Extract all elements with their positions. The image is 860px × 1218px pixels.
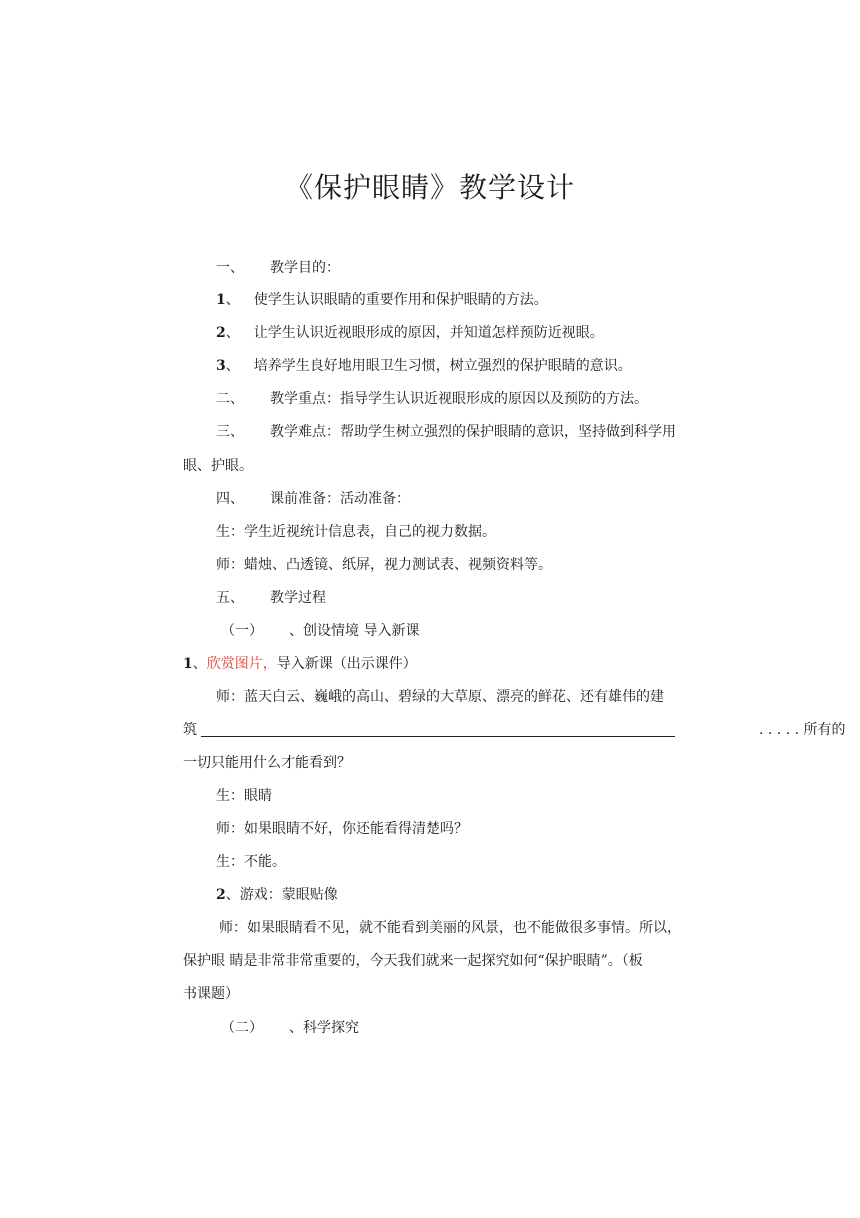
student-answer-no: 生：不能。 (216, 854, 286, 870)
goal-separator: 、 (225, 292, 240, 308)
part-1-heading (221, 621, 419, 641)
step-text: 导入新课（出示课件） (276, 656, 417, 672)
goal-text: 使学生认识眼睛的重要作用和保护眼睛的方法。 (253, 292, 548, 308)
teacher-line-1-cont-a: 筑 (183, 722, 197, 738)
part-number: （二） (221, 1020, 263, 1036)
part-number: （一） (221, 623, 263, 639)
prep-teacher: 师：蜡烛、凸透镜、纸屏，视力测试表、视频资料等。 (216, 557, 552, 573)
goal-number: 1 (216, 292, 226, 308)
teacher-line-3: 师：如果眼睛看不见，就不能看到美丽的风景，也不能做很多事情。所以， (219, 920, 681, 936)
step-text: 、游戏：蒙眼贴像 (225, 887, 338, 903)
goal-number: 3 (216, 358, 226, 374)
section-text: 教学过程 (270, 590, 326, 606)
step-number: 1 (183, 656, 193, 672)
step-1-heading (183, 654, 417, 674)
teacher-line-2: 师：如果眼睛不好，你还能看得清楚吗？ (216, 821, 468, 837)
section-4-heading (216, 489, 410, 509)
step-highlight-text: 欣赏图片， (206, 656, 277, 672)
section-1-heading (216, 258, 340, 278)
section-text: 课前准备：活动准备： (270, 491, 410, 507)
underline-rule (201, 736, 675, 737)
goal-text: 培养学生良好地用眼卫生习惯，树立强烈的保护眼睛的意识。 (253, 358, 632, 374)
step-separator: 、 (192, 656, 207, 672)
section-number: 三、 (216, 424, 244, 440)
section-number: 五、 (216, 590, 244, 606)
teacher-line-1: 师：蓝天白云、巍峨的高山、碧绿的大草原、漂亮的鲜花、还有雄伟的建 (216, 689, 664, 705)
section-3-continuation: 眼、护眼。 (183, 458, 253, 474)
goal-2 (216, 323, 604, 343)
section-3-heading (216, 422, 676, 442)
prep-student: 生：学生近视统计信息表，自己的视力数据。 (216, 524, 496, 540)
section-2-heading (216, 389, 648, 409)
goal-separator: 、 (225, 358, 240, 374)
goal-3 (216, 356, 632, 376)
section-number: 四、 (216, 491, 244, 507)
part-text: 、科学探究 (289, 1020, 359, 1036)
section-text: 教学难点：帮助学生树立强烈的保护眼睛的意识，坚持做到科学用 (270, 424, 676, 440)
part-2-heading (221, 1018, 359, 1038)
section-5-heading (216, 588, 326, 608)
goal-number: 2 (216, 325, 226, 341)
section-number: 二、 (216, 391, 244, 407)
teacher-line-1-cont-c: 一切只能用什么才能看到？ (183, 755, 351, 771)
section-number: 一、 (216, 260, 244, 276)
teacher-line-3-cont-b: 书课题） (183, 986, 239, 1002)
step-number: 2 (216, 887, 226, 903)
step-2-heading (216, 885, 338, 905)
goal-separator: 、 (225, 325, 240, 341)
goal-text: 让学生认识近视眼形成的原因，并知道怎样预防近视眼。 (253, 325, 604, 341)
section-text: 教学重点：指导学生认识近视眼形成的原因以及预防的方法。 (270, 391, 648, 407)
part-text: 、创设情境 导入新课 (289, 623, 420, 639)
student-answer-eyes: 生：眼睛 (216, 788, 272, 804)
teacher-line-1-cont-b: . . . . . 所有的 (759, 722, 846, 738)
goal-1 (216, 290, 548, 310)
document-title: 《保护眼睛》教学设计 (284, 171, 575, 204)
section-label: 教学目的： (270, 260, 340, 276)
teacher-line-3-cont-a: 保护眼 睛是非常非常重要的，今天我们就来一起探究如何“保护眼睛”。（板 (183, 953, 643, 969)
